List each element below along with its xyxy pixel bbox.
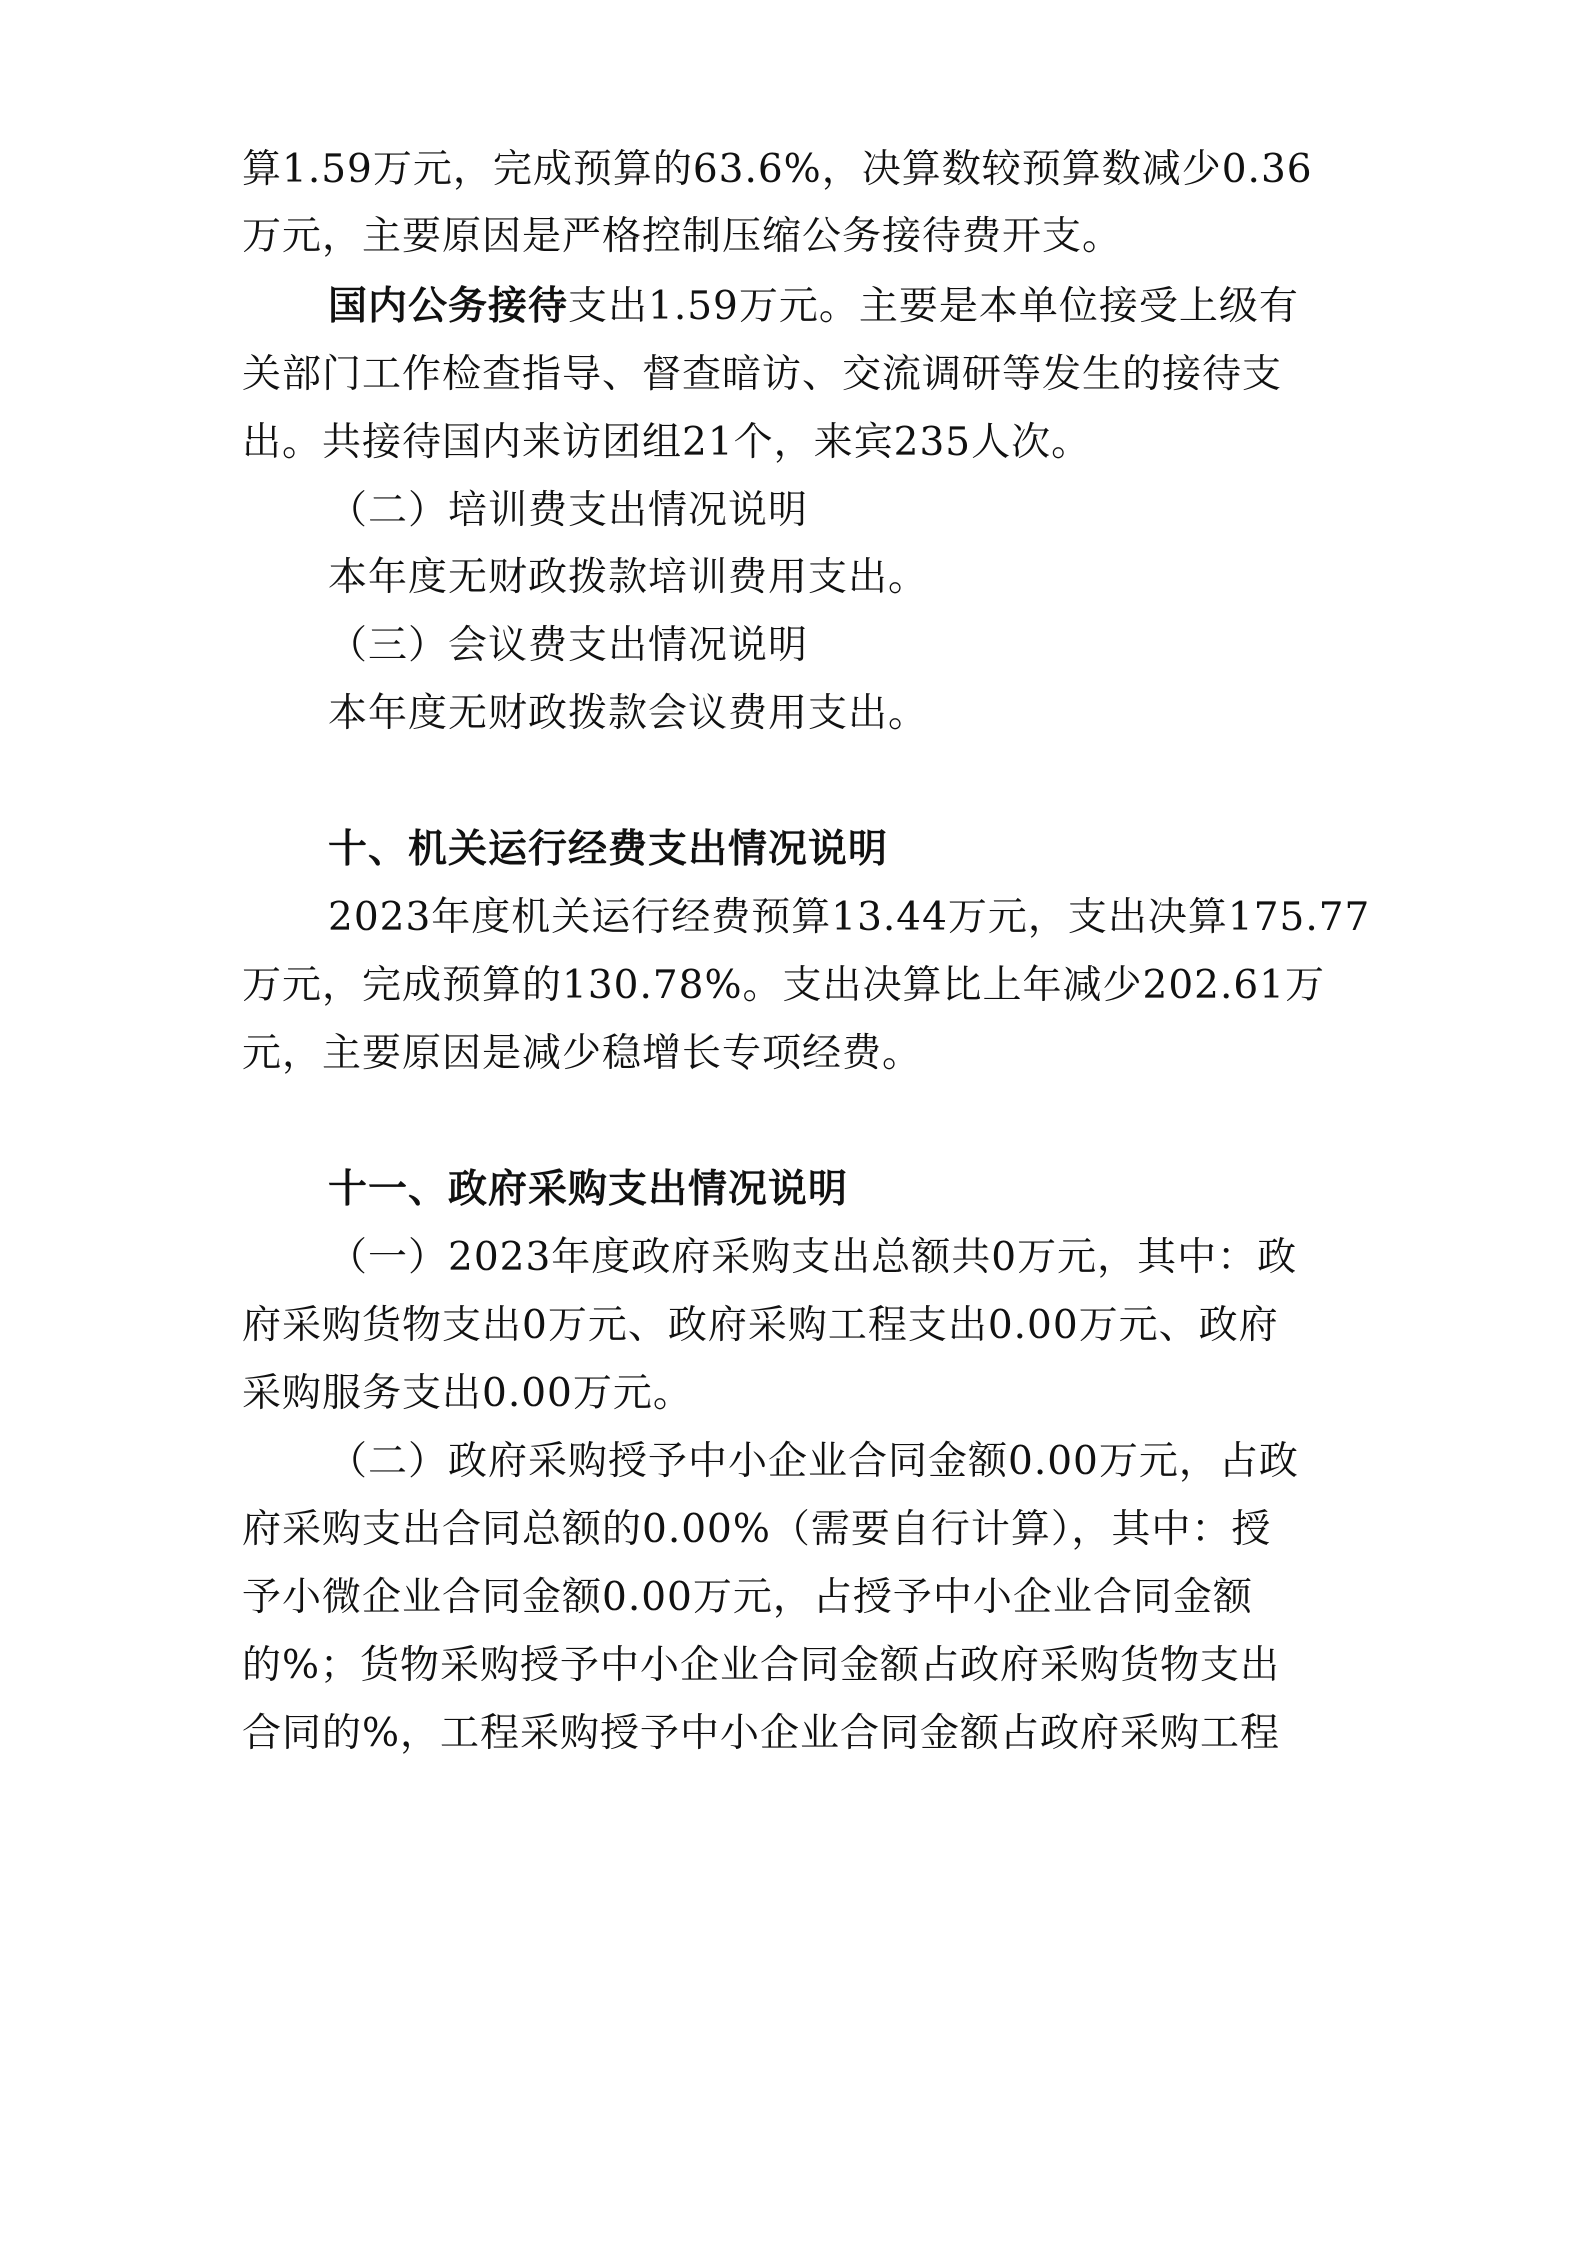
paragraph-line: [328, 282, 1299, 332]
paragraph-line: 合同的%，工程采购授予中小企业合同金额占政府采购工程: [242, 1711, 1281, 1756]
paragraph-line: 予小微企业合同金额0.00万元，占授予中小企业合同金额: [242, 1575, 1253, 1620]
section-heading-11: 十一、政府采购支出情况说明: [328, 1167, 849, 1212]
paragraph-line: 采购服务支出0.00万元。: [242, 1371, 693, 1416]
paragraph-line: 本年度无财政拨款会议费用支出。: [328, 691, 929, 736]
paragraph-line: 关部门工作检查指导、督查暗访、交流调研等发生的接待支: [242, 352, 1283, 397]
paragraph-line: 2023年度机关运行经费预算13.44万元，支出决算175.77: [328, 895, 1371, 940]
paragraph-line: 府采购支出合同总额的0.00%（需要自行计算），其中：授: [242, 1507, 1272, 1552]
paragraph-line: 出。共接待国内来访团组21个，来宾235人次。: [242, 420, 1092, 465]
paragraph-line: 本年度无财政拨款培训费用支出。: [328, 555, 929, 600]
paragraph-line: 元，主要原因是减少稳增长专项经费。: [242, 1031, 923, 1076]
subsection-heading-meeting: （三）会议费支出情况说明: [328, 623, 809, 668]
paragraph-line: 的%；货物采购授予中小企业合同金额占政府采购货物支出: [242, 1643, 1281, 1688]
paragraph-line: 算1.59万元，完成预算的63.6%，决算数较预算数减少0.36: [242, 147, 1313, 192]
subsection-heading-training: （二）培训费支出情况说明: [328, 488, 809, 533]
section-heading-10: 十、机关运行经费支出情况说明: [328, 827, 889, 872]
bold-lead-text: 国内公务接待: [328, 284, 569, 329]
paragraph-line: （二）政府采购授予中小企业合同金额0.00万元，占政: [328, 1439, 1299, 1484]
paragraph-line: 府采购货物支出0万元、政府采购工程支出0.00万元、政府: [242, 1303, 1279, 1348]
paragraph-line: （一）2023年度政府采购支出总额共0万元，其中：政: [328, 1235, 1298, 1280]
paragraph-text: 支出1.59万元。主要是本单位接受上级有: [568, 284, 1299, 329]
paragraph-line: 万元，主要原因是严格控制压缩公务接待费开支。: [242, 214, 1123, 259]
paragraph-line: 万元，完成预算的130.78%。支出决算比上年减少202.61万: [242, 963, 1325, 1008]
